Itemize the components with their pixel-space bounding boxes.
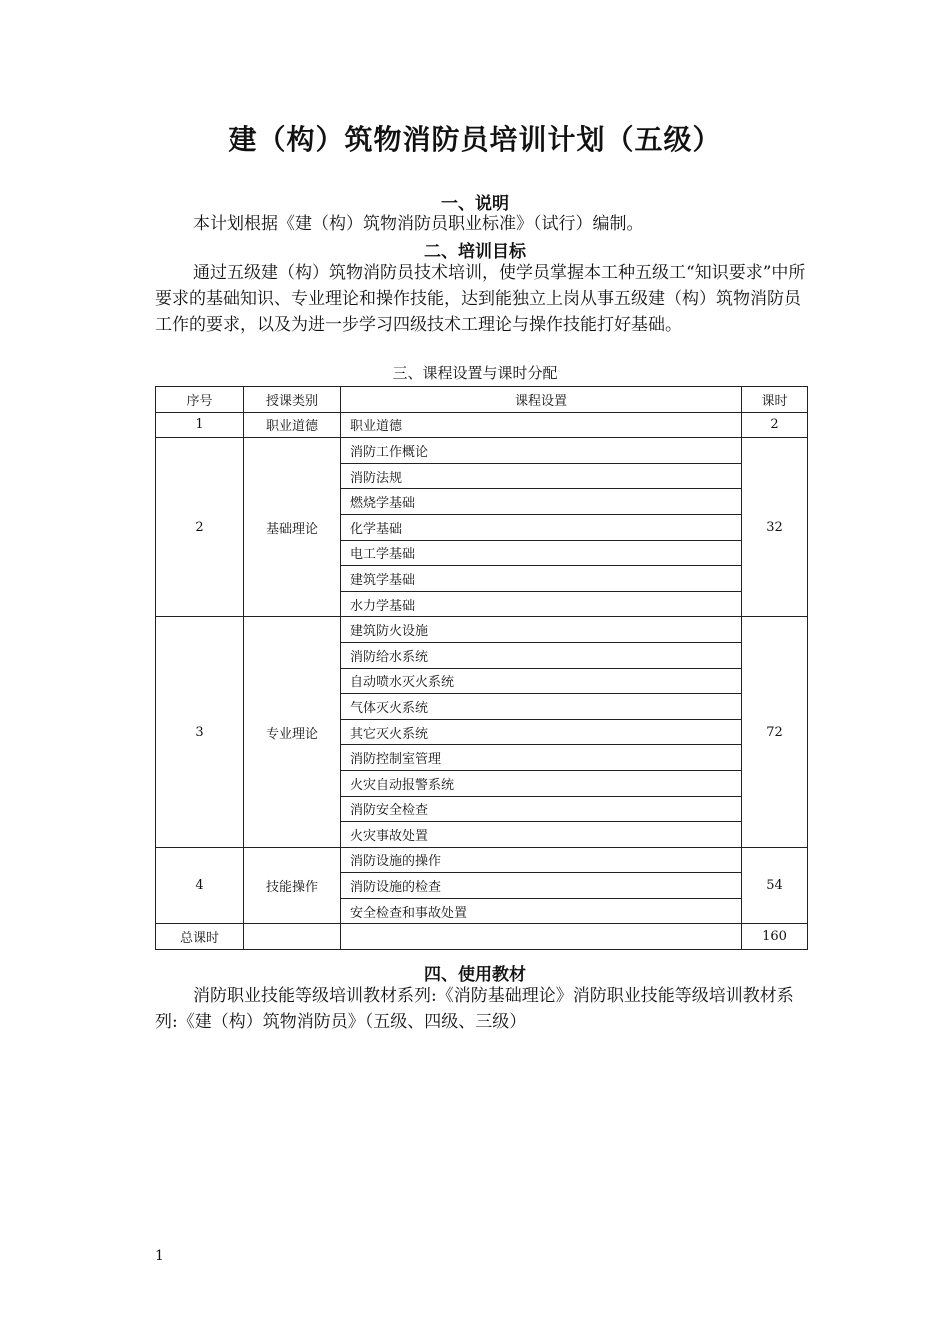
row-course: 自动喷水灭火系统 (341, 668, 742, 694)
section-2-heading: 二、培训目标 (424, 242, 526, 262)
row-course: 消防控制室管理 (341, 745, 742, 771)
document-title: 建（构）筑物消防员培训计划（五级） (228, 123, 722, 156)
table-row (156, 438, 808, 464)
row-no: 2 (156, 438, 244, 617)
section-2-text: 通过五级建（构）筑物消防员技术培训，使学员掌握本工种五级工“知识要求”中所要求的基础知识、专业理论和操作技能，达到能独立上岗从事五级建（构）筑物消防员工作的要求，以及为进一步学习四级技术工理论与操作技能打好基础。 (155, 263, 806, 335)
row-course: 消防设施的检查 (341, 873, 742, 899)
row-no: 4 (156, 847, 244, 924)
total-row (156, 924, 808, 950)
row-course: 火灾事故处置 (341, 822, 742, 848)
row-course: 建筑防火设施 (341, 617, 742, 643)
row-course: 其它灭火系统 (341, 719, 742, 745)
table-header-row (156, 387, 808, 413)
page-number: 1 (155, 1248, 164, 1264)
row-course: 火灾自动报警系统 (341, 770, 742, 796)
row-category: 职业道德 (244, 412, 341, 438)
header-category: 授课类别 (244, 387, 341, 413)
row-category: 专业理论 (244, 617, 341, 847)
row-course: 安全检查和事故处置 (341, 898, 742, 924)
course-table (155, 386, 808, 950)
row-course: 职业道德 (341, 412, 742, 438)
row-course: 消防设施的操作 (341, 847, 742, 873)
row-course: 化学基础 (341, 514, 742, 540)
row-hours: 72 (742, 617, 808, 847)
row-no: 1 (156, 412, 244, 438)
section-4-heading: 四、使用教材 (424, 965, 526, 985)
row-course: 消防工作概论 (341, 438, 742, 464)
row-course: 消防给水系统 (341, 642, 742, 668)
section-1-heading: 一、说明 (441, 194, 509, 214)
section-4-text: 消防职业技能等级培训教材系列:《消防基础理论》消防职业技能等级培训教材系列:《建（构）筑物消防员》（五级、四级、三级） (155, 986, 794, 1032)
header-hours: 课时 (742, 387, 808, 413)
total-empty-course (341, 924, 742, 950)
table-row (156, 847, 808, 873)
row-no: 3 (156, 617, 244, 847)
row-hours: 2 (742, 412, 808, 438)
total-empty-category (244, 924, 341, 950)
section-3-caption: 三、课程设置与课时分配 (392, 364, 558, 382)
row-course: 气体灭火系统 (341, 694, 742, 720)
row-course: 消防安全检查 (341, 796, 742, 822)
row-course: 燃烧学基础 (341, 489, 742, 515)
row-hours: 54 (742, 847, 808, 924)
header-course: 课程设置 (341, 387, 742, 413)
header-no: 序号 (156, 387, 244, 413)
row-hours: 32 (742, 438, 808, 617)
total-label: 总课时 (156, 924, 244, 950)
total-hours: 160 (742, 924, 808, 950)
row-course: 水力学基础 (341, 591, 742, 617)
row-course: 电工学基础 (341, 540, 742, 566)
section-1-text: 本计划根据《建（构）筑物消防员职业标准》（试行）编制。 (193, 214, 644, 234)
row-course: 建筑学基础 (341, 566, 742, 592)
table-row (156, 617, 808, 643)
row-category: 技能操作 (244, 847, 341, 924)
table-row (156, 412, 808, 438)
row-category: 基础理论 (244, 438, 341, 617)
row-course: 消防法规 (341, 463, 742, 489)
